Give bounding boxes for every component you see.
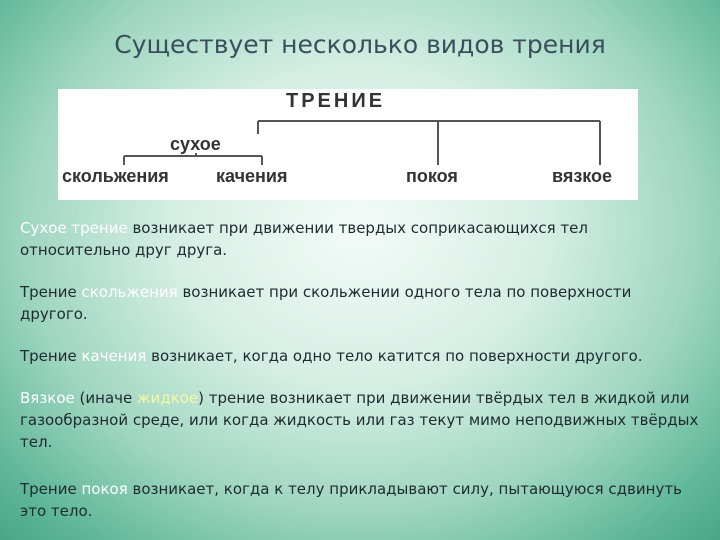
term-viscous: Вязкое — [20, 389, 75, 407]
paragraph-text: возникает при движении твердых соприкасающихся тел относительно друг друга. — [20, 219, 588, 259]
term-rest: покоя — [81, 480, 128, 498]
diagram-viscous-label: вязкое — [552, 166, 613, 186]
paragraph-prefix: Трение — [20, 283, 82, 301]
diagram-rest-label: покоя — [406, 166, 458, 186]
term-rolling: качения — [81, 347, 147, 365]
diagram-rolling-label: качения — [216, 166, 288, 186]
paragraph-rolling-friction — [20, 345, 700, 367]
paragraph-text: возникает, когда одно тело катится по поверхности другого. — [146, 347, 643, 365]
term-dry-friction: Сухое трение — [20, 219, 128, 237]
friction-types-diagram — [58, 89, 638, 200]
paragraph-text: возникает при скольжении одного тела по поверхности другого. — [20, 283, 632, 323]
paragraph-text: (иначе — [74, 389, 137, 407]
paragraph-prefix: Трение — [20, 480, 82, 498]
diagram-root-label: ТРЕНИЕ — [286, 90, 386, 112]
term-sliding: скольжения — [81, 283, 178, 301]
diagram-sliding-label: скольжения — [62, 166, 169, 186]
paragraph-text: возникает, когда к телу прикладывают силу, пытающуюся сдвинуть это тело. — [20, 480, 682, 520]
paragraph-text: ) трение возникает при движении твёрдых тел в жидкой или газообразной среде, или когда жидкость или газ текут мимо неподвижных твёрдых тел. — [20, 389, 699, 451]
paragraph-dry-friction — [20, 217, 700, 261]
paragraph-viscous-friction — [20, 387, 700, 453]
page-title: Существует несколько видов трения — [114, 30, 606, 59]
paragraph-static-friction — [20, 478, 700, 522]
term-liquid: жидкое — [137, 389, 199, 407]
diagram-dry-label: сухое — [170, 134, 221, 154]
paragraph-sliding-friction — [20, 281, 700, 325]
paragraph-prefix: Трение — [20, 347, 82, 365]
